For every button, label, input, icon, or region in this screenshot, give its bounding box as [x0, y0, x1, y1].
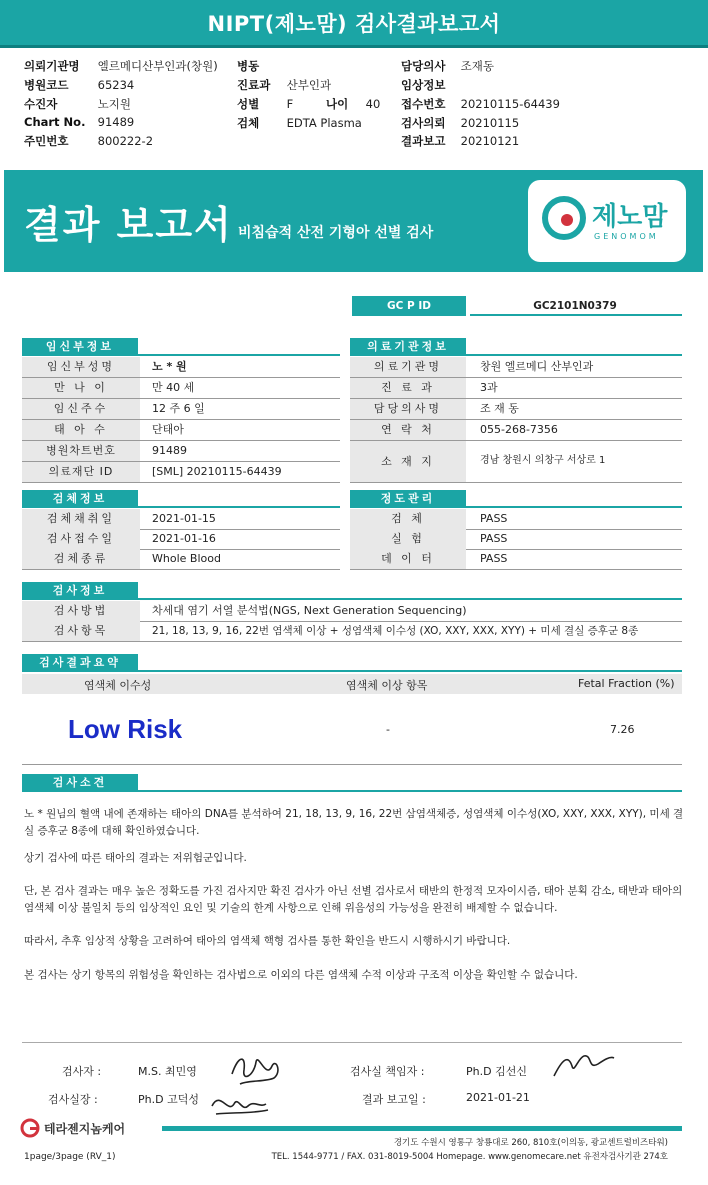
director-name: Ph.D 고덕성	[138, 1093, 199, 1106]
summary-header-row: 염색체 이수성 염색체 이상 항목 Fetal Fraction (%)	[22, 674, 682, 694]
finding-paragraph-1: 노 * 원님의 혈액 내에 존재하는 태아의 DNA를 분석하여 21, 18, 13, 9, 16, 22번 삼염색체증, 성염색체 이수성(XO, XXY, XXX, XYY), 미세 결실 증후군 8종에 대해 확인하였습니다.	[24, 808, 684, 837]
institution-value: 엘르메디산부인과(창원)	[97, 59, 218, 73]
director-signature-icon	[206, 1084, 272, 1120]
genomom-logo: 제노맘 GENOMOM	[528, 180, 686, 262]
banner-subtitle: 비침습적 산전 기형아 선별 검사	[238, 225, 434, 241]
banner-title: 결과 보고서	[24, 203, 233, 247]
finding-paragraph-4: 따라서, 추후 임상적 상황을 고려하여 태아의 염색체 핵형 검사를 통한 확인을 반드시 시행하시기 바랍니다.	[24, 935, 511, 947]
tester-signature-icon	[226, 1046, 286, 1088]
tester-name: M.S. 최민영	[138, 1065, 197, 1078]
section-qc: 정도관리	[350, 490, 466, 508]
section-findings: 검사소견	[22, 774, 138, 792]
report-title: NIPT(제노맘) 검사결과보고서	[0, 0, 708, 48]
section-summary: 검사결과요약	[22, 654, 138, 672]
section-test-info: 검사정보	[22, 582, 138, 600]
finding-paragraph-3: 단, 본 검사 결과는 매우 높은 정확도를 가진 검사지만 확진 검사가 아닌 선별 검사로서 태반의 한정적 모자이시즘, 태아 분획 감소, 태반과 태아의 염색체 이상 불일치 등의 임상적인 요인 및 기술의 한계 사항으로 인해 위음성의 가능성을 완전히 배제할 수 없습니다.	[24, 885, 683, 914]
company-name: 테라젠지놈케어	[44, 1122, 126, 1136]
report-date: 2021-01-21	[466, 1091, 530, 1104]
logo-mark-icon	[542, 196, 586, 240]
risk-result: Low Risk	[68, 714, 183, 744]
gcpid-value: GC2101N0379	[533, 300, 617, 312]
page-number: 1page/3page (RV_1)	[24, 1152, 116, 1162]
gcpid-label: GC P ID	[352, 296, 466, 316]
section-pregnant: 임신부정보	[22, 338, 138, 356]
report-banner	[4, 170, 703, 272]
company-contact: TEL. 1544-9771 / FAX. 031-8019-5004 Homepage. www.genomecare.net 유전자검사기관 274호	[271, 1152, 668, 1162]
section-institution: 의료기관정보	[350, 338, 466, 356]
fetal-fraction: 7.26	[610, 723, 635, 736]
finding-paragraph-2: 상기 검사에 따른 태아의 결과는 저위험군입니다.	[24, 852, 247, 864]
finding-paragraph-5: 본 검사는 상기 항목의 위험성을 확인하는 검사법으로 이외의 다른 염색체 수적 이상과 구조적 이상을 확인할 수 없습니다.	[24, 969, 578, 981]
terragen-logo-icon	[20, 1118, 40, 1138]
lab-head-signature-icon	[548, 1046, 618, 1086]
company-address: 경기도 수원시 영통구 창룡대로 260, 810호(이의동, 광교센트럴비즈타워)	[393, 1138, 668, 1148]
lab-head-name: Ph.D 김선신	[466, 1065, 527, 1078]
abnormal-items: -	[386, 723, 390, 736]
section-specimen: 검체정보	[22, 490, 138, 508]
